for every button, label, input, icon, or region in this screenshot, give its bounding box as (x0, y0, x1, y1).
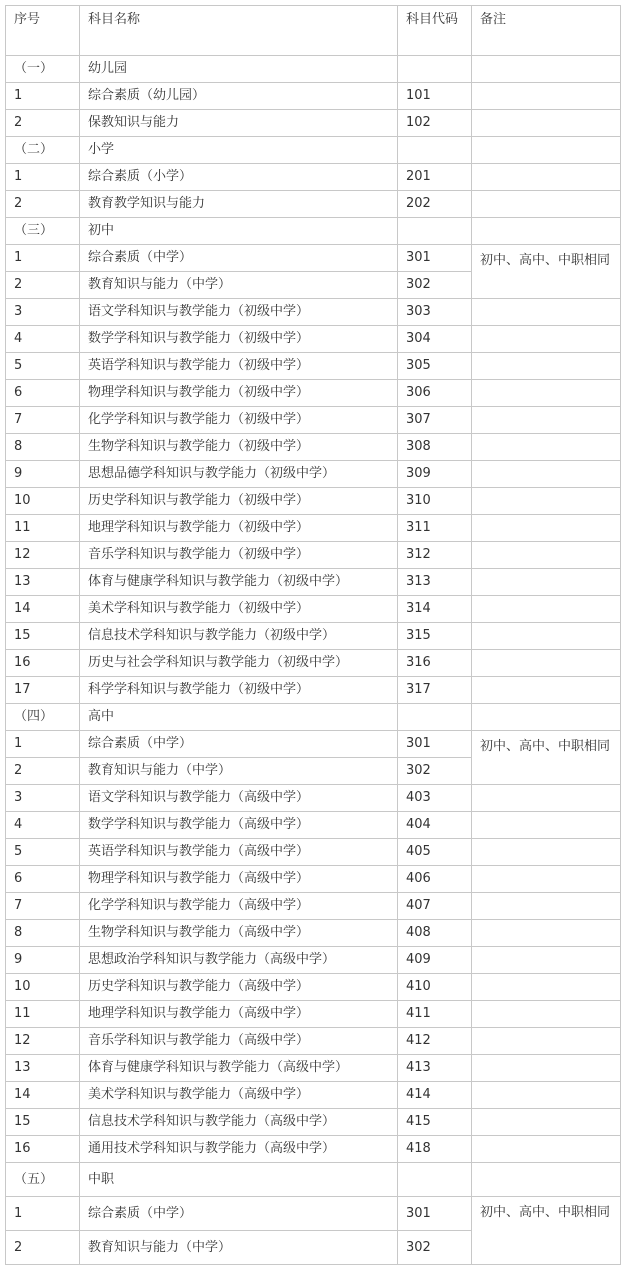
table-row (6, 569, 621, 596)
section-title: 小学 (80, 137, 398, 164)
section-row (6, 218, 621, 245)
row-note (472, 569, 621, 596)
row-subject-code: 305 (398, 353, 472, 380)
table-row (6, 191, 621, 218)
row-subject-code: 202 (398, 191, 472, 218)
row-seq: 9 (6, 461, 80, 488)
row-note (472, 407, 621, 434)
row-subject-name: 综合素质（小学） (80, 164, 398, 191)
row-subject-code: 102 (398, 110, 472, 137)
section-label: （五） (6, 1163, 80, 1197)
row-note (472, 461, 621, 488)
row-note (472, 947, 621, 974)
section-code-cell (398, 1163, 472, 1197)
row-subject-code: 101 (398, 83, 472, 110)
row-subject-name: 音乐学科知识与教学能力（初级中学） (80, 542, 398, 569)
section-note-cell (472, 137, 621, 164)
row-seq: 13 (6, 569, 80, 596)
row-note (472, 110, 621, 137)
row-seq: 2 (6, 758, 80, 785)
row-seq: 2 (6, 272, 80, 299)
section-title: 初中 (80, 218, 398, 245)
row-seq: 3 (6, 299, 80, 326)
row-note (472, 650, 621, 677)
row-subject-code: 317 (398, 677, 472, 704)
table-row (6, 947, 621, 974)
row-seq: 9 (6, 947, 80, 974)
section-row (6, 137, 621, 164)
table-row (6, 542, 621, 569)
row-seq: 13 (6, 1055, 80, 1082)
row-subject-name: 保教知识与能力 (80, 110, 398, 137)
row-subject-code: 403 (398, 785, 472, 812)
row-seq: 2 (6, 191, 80, 218)
row-note (472, 839, 621, 866)
row-seq: 8 (6, 920, 80, 947)
row-note (472, 785, 621, 812)
row-subject-code: 302 (398, 758, 472, 785)
table-row (6, 110, 621, 137)
table-row (6, 1028, 621, 1055)
row-note (472, 434, 621, 461)
section-code-cell (398, 56, 472, 83)
table-row (6, 515, 621, 542)
row-subject-code: 413 (398, 1055, 472, 1082)
row-subject-code: 304 (398, 326, 472, 353)
row-subject-name: 通用技术学科知识与教学能力（高级中学） (80, 1136, 398, 1163)
row-subject-code: 301 (398, 731, 472, 758)
row-subject-code: 412 (398, 1028, 472, 1055)
row-subject-code: 308 (398, 434, 472, 461)
section-note-cell (472, 704, 621, 731)
row-subject-name: 生物学科知识与教学能力（初级中学） (80, 434, 398, 461)
section-label: （三） (6, 218, 80, 245)
section-row (6, 56, 621, 83)
row-seq: 4 (6, 812, 80, 839)
row-subject-code: 314 (398, 596, 472, 623)
table-row (6, 839, 621, 866)
row-subject-name: 物理学科知识与教学能力（初级中学） (80, 380, 398, 407)
section-label: （一） (6, 56, 80, 83)
row-seq: 5 (6, 353, 80, 380)
row-subject-code: 405 (398, 839, 472, 866)
row-seq: 1 (6, 164, 80, 191)
row-subject-name: 综合素质（幼儿园） (80, 83, 398, 110)
row-subject-name: 综合素质（中学） (80, 245, 398, 272)
row-note (472, 1082, 621, 1109)
row-note (472, 488, 621, 515)
section-label: （四） (6, 704, 80, 731)
row-subject-code: 310 (398, 488, 472, 515)
row-seq: 1 (6, 1197, 80, 1231)
row-seq: 16 (6, 1136, 80, 1163)
table-row (6, 488, 621, 515)
row-subject-code: 302 (398, 272, 472, 299)
section-note-cell (472, 1163, 621, 1197)
row-subject-name: 综合素质（中学） (80, 1197, 398, 1231)
row-note (472, 1055, 621, 1082)
row-subject-name: 数学学科知识与教学能力（高级中学） (80, 812, 398, 839)
row-note: 初中、高中、中职相同 (472, 1197, 621, 1265)
row-subject-name: 生物学科知识与教学能力（高级中学） (80, 920, 398, 947)
table-row (6, 596, 621, 623)
table-row (6, 1109, 621, 1136)
row-seq: 1 (6, 731, 80, 758)
row-seq: 2 (6, 1231, 80, 1265)
section-title: 中职 (80, 1163, 398, 1197)
row-subject-code: 409 (398, 947, 472, 974)
row-subject-name: 英语学科知识与教学能力（高级中学） (80, 839, 398, 866)
row-subject-code: 418 (398, 1136, 472, 1163)
row-subject-code: 309 (398, 461, 472, 488)
row-subject-code: 411 (398, 1001, 472, 1028)
row-seq: 3 (6, 785, 80, 812)
section-title: 幼儿园 (80, 56, 398, 83)
table-row (6, 164, 621, 191)
row-subject-name: 综合素质（中学） (80, 731, 398, 758)
row-subject-name: 科学学科知识与教学能力（初级中学） (80, 677, 398, 704)
row-subject-name: 思想品德学科知识与教学能力（初级中学） (80, 461, 398, 488)
row-subject-name: 教育知识与能力（中学） (80, 1231, 398, 1265)
row-subject-name: 地理学科知识与教学能力（高级中学） (80, 1001, 398, 1028)
row-seq: 14 (6, 1082, 80, 1109)
row-subject-code: 201 (398, 164, 472, 191)
row-subject-name: 信息技术学科知识与教学能力（高级中学） (80, 1109, 398, 1136)
row-note (472, 191, 621, 218)
row-note (472, 893, 621, 920)
table-row (6, 245, 621, 272)
row-seq: 12 (6, 542, 80, 569)
row-note (472, 353, 621, 380)
row-note (472, 83, 621, 110)
row-seq: 15 (6, 1109, 80, 1136)
row-subject-name: 化学学科知识与教学能力（高级中学） (80, 893, 398, 920)
subject-table-body (6, 6, 621, 1265)
row-subject-code: 414 (398, 1082, 472, 1109)
row-subject-code: 406 (398, 866, 472, 893)
row-subject-name: 历史与社会学科知识与教学能力（初级中学） (80, 650, 398, 677)
header-seq: 序号 (6, 6, 80, 56)
table-row (6, 650, 621, 677)
row-subject-code: 410 (398, 974, 472, 1001)
row-subject-code: 306 (398, 380, 472, 407)
row-seq: 16 (6, 650, 80, 677)
table-row (6, 785, 621, 812)
subject-table-container (5, 5, 621, 1265)
section-row (6, 1163, 621, 1197)
row-seq: 6 (6, 866, 80, 893)
table-row (6, 893, 621, 920)
row-subject-name: 教育教学知识与能力 (80, 191, 398, 218)
row-subject-name: 历史学科知识与教学能力（高级中学） (80, 974, 398, 1001)
table-row (6, 812, 621, 839)
row-subject-name: 美术学科知识与教学能力（高级中学） (80, 1082, 398, 1109)
header-name: 科目名称 (80, 6, 398, 56)
row-note (472, 974, 621, 1001)
row-note (472, 542, 621, 569)
table-row (6, 920, 621, 947)
table-row (6, 677, 621, 704)
table-row (6, 731, 621, 758)
row-subject-name: 历史学科知识与教学能力（初级中学） (80, 488, 398, 515)
header-row (6, 6, 621, 56)
row-subject-name: 体育与健康学科知识与教学能力（高级中学） (80, 1055, 398, 1082)
table-row (6, 407, 621, 434)
row-note (472, 1109, 621, 1136)
table-row (6, 83, 621, 110)
row-note (472, 677, 621, 704)
row-seq: 4 (6, 326, 80, 353)
table-row (6, 1136, 621, 1163)
row-note (472, 920, 621, 947)
row-seq: 12 (6, 1028, 80, 1055)
row-subject-code: 404 (398, 812, 472, 839)
row-seq: 5 (6, 839, 80, 866)
table-row (6, 623, 621, 650)
row-subject-code: 302 (398, 1231, 472, 1265)
row-note (472, 1136, 621, 1163)
section-label: （二） (6, 137, 80, 164)
row-note (472, 1028, 621, 1055)
table-row (6, 974, 621, 1001)
section-title: 高中 (80, 704, 398, 731)
table-row (6, 326, 621, 353)
row-seq: 10 (6, 974, 80, 1001)
row-seq: 1 (6, 245, 80, 272)
row-note (472, 623, 621, 650)
table-row (6, 461, 621, 488)
table-row (6, 1001, 621, 1028)
table-row (6, 380, 621, 407)
table-row (6, 1082, 621, 1109)
section-note-cell (472, 218, 621, 245)
row-seq: 8 (6, 434, 80, 461)
row-subject-code: 312 (398, 542, 472, 569)
header-code: 科目代码 (398, 6, 472, 56)
section-note-cell (472, 56, 621, 83)
row-subject-code: 301 (398, 245, 472, 272)
row-seq: 6 (6, 380, 80, 407)
row-subject-name: 物理学科知识与教学能力（高级中学） (80, 866, 398, 893)
section-row (6, 704, 621, 731)
row-note (472, 596, 621, 623)
row-subject-name: 语文学科知识与教学能力（初级中学） (80, 299, 398, 326)
section-code-cell (398, 137, 472, 164)
row-seq: 7 (6, 407, 80, 434)
row-subject-code: 301 (398, 1197, 472, 1231)
row-subject-name: 教育知识与能力（中学） (80, 758, 398, 785)
row-subject-name: 英语学科知识与教学能力（初级中学） (80, 353, 398, 380)
row-note (472, 326, 621, 353)
row-subject-name: 体育与健康学科知识与教学能力（初级中学） (80, 569, 398, 596)
row-seq: 2 (6, 110, 80, 137)
row-note: 初中、高中、中职相同 (472, 731, 621, 785)
section-code-cell (398, 704, 472, 731)
row-subject-code: 316 (398, 650, 472, 677)
subject-table (5, 5, 621, 1265)
row-note (472, 812, 621, 839)
row-subject-code: 407 (398, 893, 472, 920)
row-seq: 7 (6, 893, 80, 920)
row-subject-name: 化学学科知识与教学能力（初级中学） (80, 407, 398, 434)
row-subject-code: 313 (398, 569, 472, 596)
row-seq: 11 (6, 515, 80, 542)
table-row (6, 1197, 621, 1231)
section-code-cell (398, 218, 472, 245)
row-note (472, 164, 621, 191)
row-note (472, 380, 621, 407)
row-note (472, 866, 621, 893)
row-note (472, 515, 621, 542)
row-seq: 15 (6, 623, 80, 650)
table-row (6, 434, 621, 461)
row-seq: 11 (6, 1001, 80, 1028)
row-subject-name: 思想政治学科知识与教学能力（高级中学） (80, 947, 398, 974)
table-row (6, 1055, 621, 1082)
row-subject-code: 315 (398, 623, 472, 650)
row-seq: 17 (6, 677, 80, 704)
row-note (472, 299, 621, 326)
row-subject-name: 信息技术学科知识与教学能力（初级中学） (80, 623, 398, 650)
row-note: 初中、高中、中职相同 (472, 245, 621, 299)
row-seq: 10 (6, 488, 80, 515)
table-row (6, 866, 621, 893)
row-subject-code: 415 (398, 1109, 472, 1136)
row-subject-name: 地理学科知识与教学能力（初级中学） (80, 515, 398, 542)
row-subject-code: 408 (398, 920, 472, 947)
table-row (6, 299, 621, 326)
row-seq: 14 (6, 596, 80, 623)
row-subject-name: 美术学科知识与教学能力（初级中学） (80, 596, 398, 623)
row-subject-name: 教育知识与能力（中学） (80, 272, 398, 299)
header-note: 备注 (472, 6, 621, 56)
row-seq: 1 (6, 83, 80, 110)
row-subject-name: 数学学科知识与教学能力（初级中学） (80, 326, 398, 353)
row-subject-name: 语文学科知识与教学能力（高级中学） (80, 785, 398, 812)
row-subject-name: 音乐学科知识与教学能力（高级中学） (80, 1028, 398, 1055)
table-row (6, 353, 621, 380)
row-note (472, 1001, 621, 1028)
row-subject-code: 303 (398, 299, 472, 326)
row-subject-code: 311 (398, 515, 472, 542)
row-subject-code: 307 (398, 407, 472, 434)
